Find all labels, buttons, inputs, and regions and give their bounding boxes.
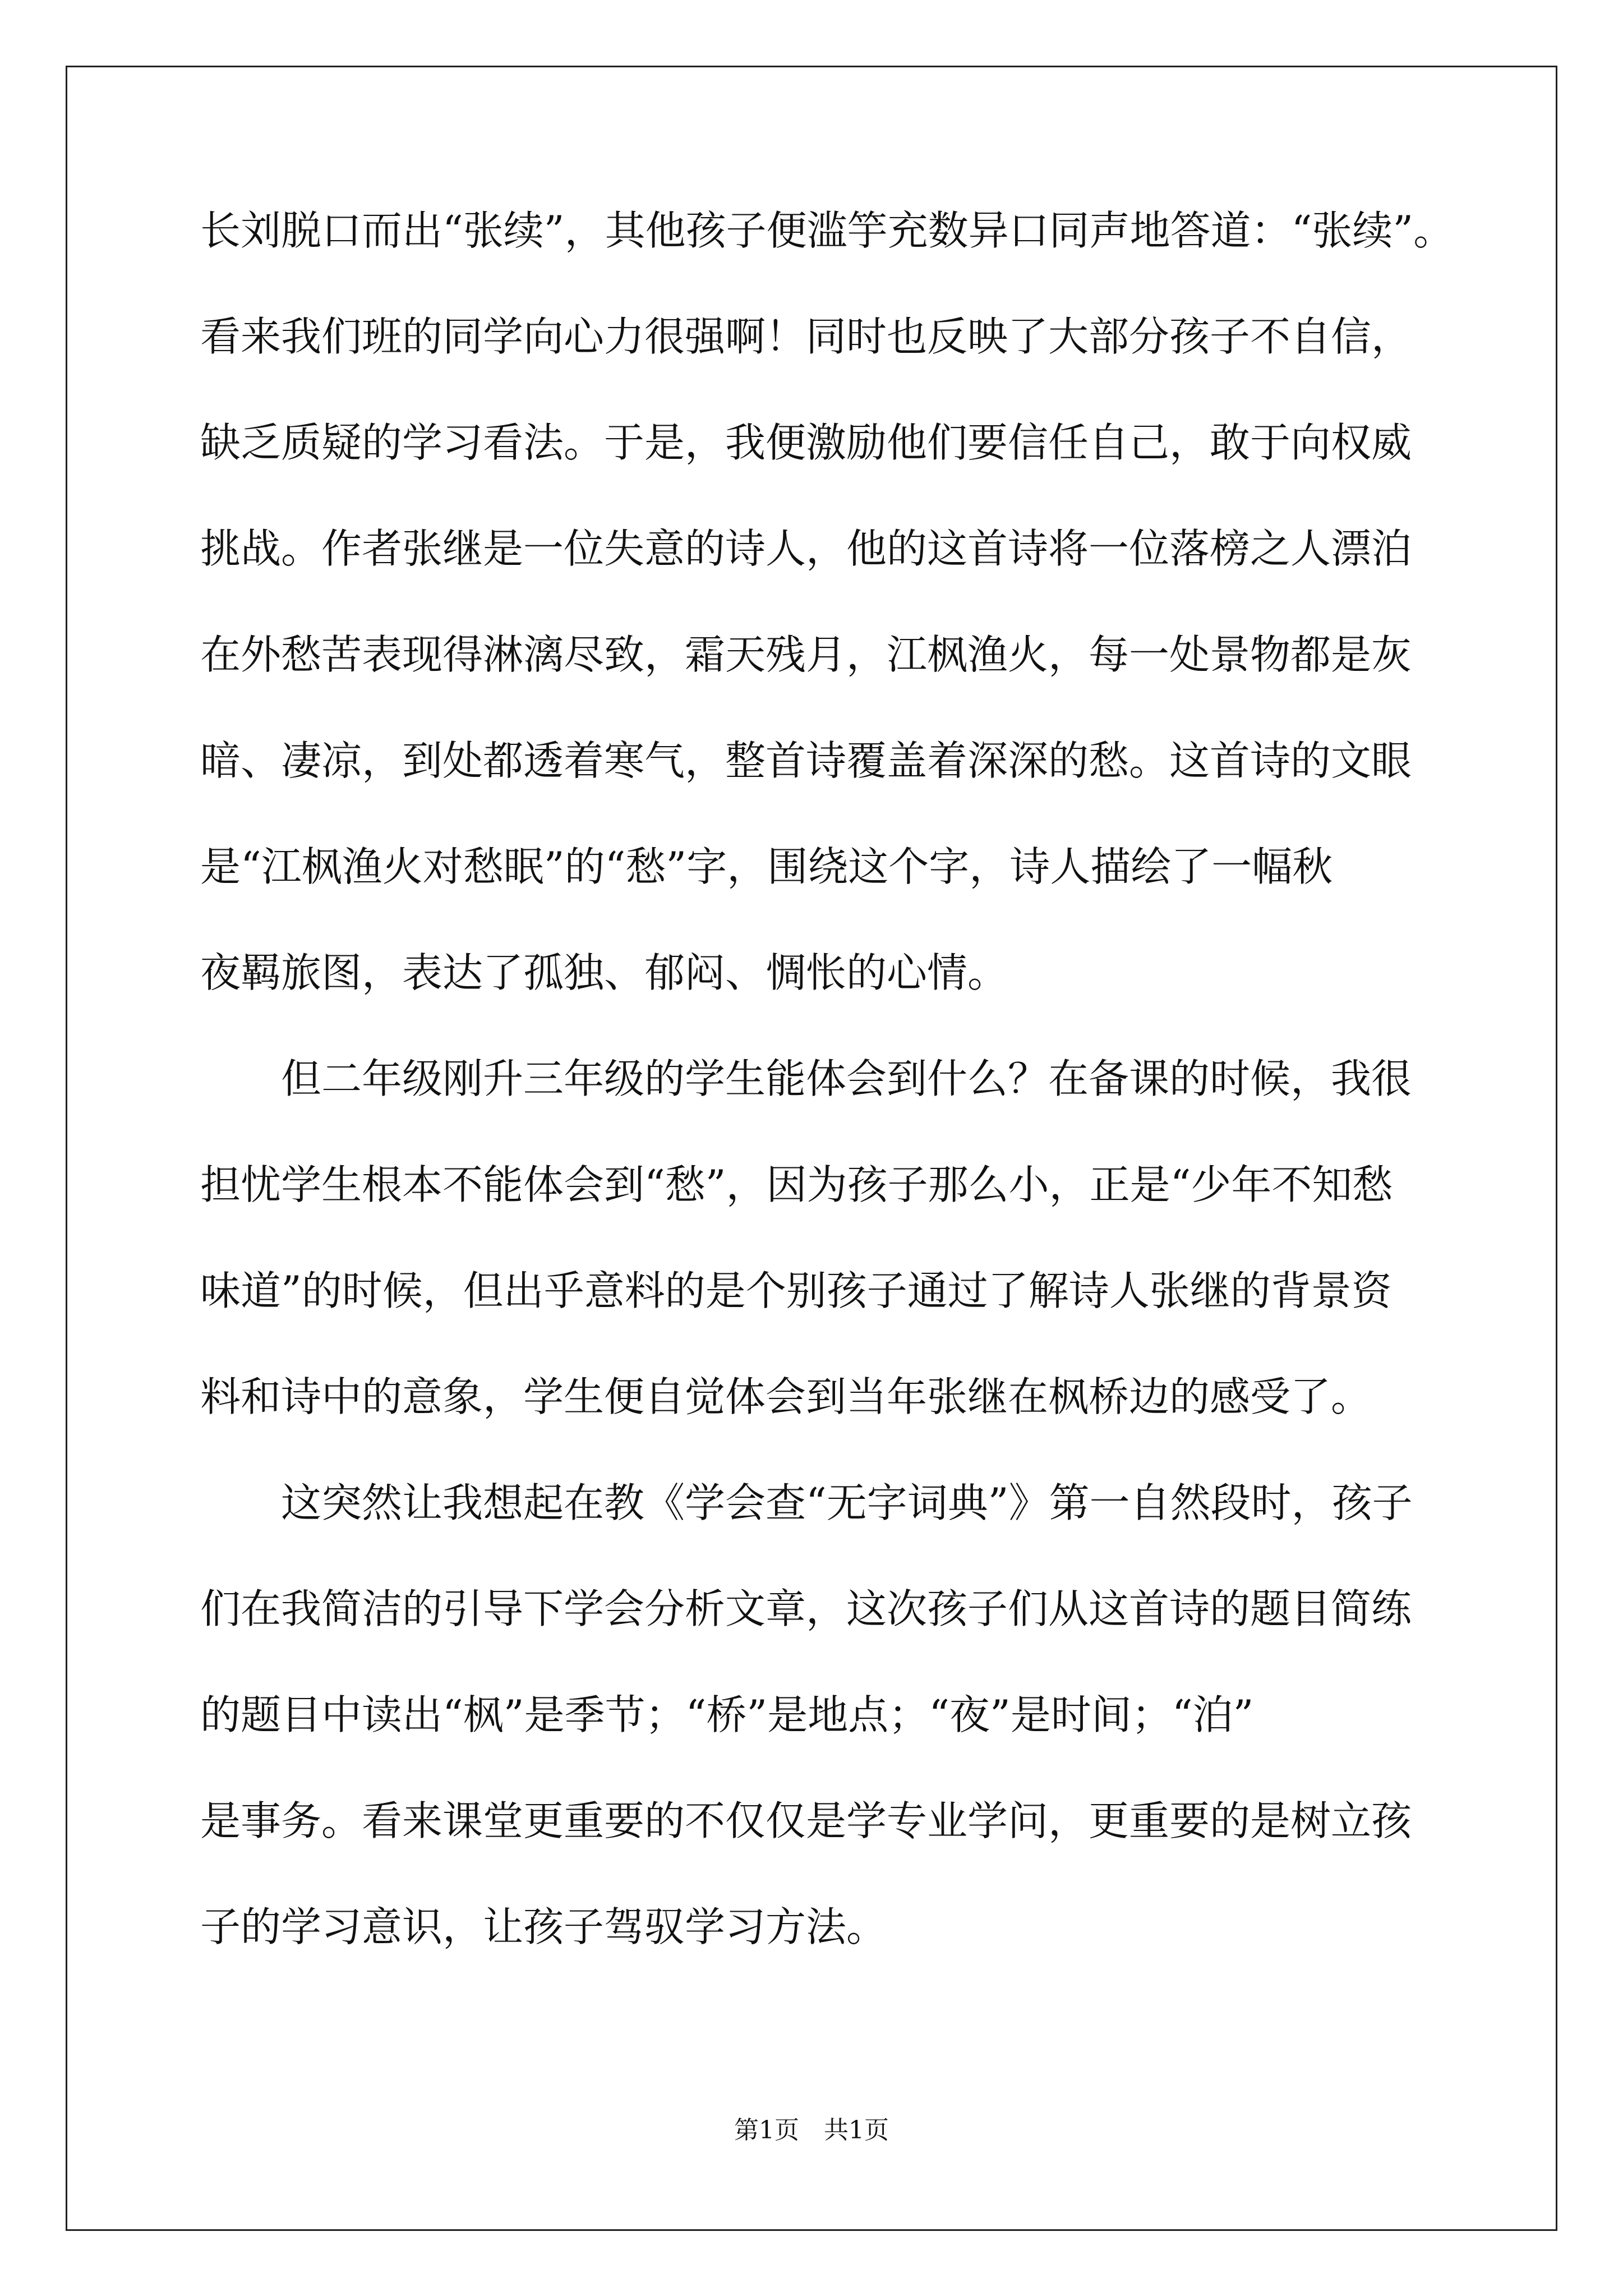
text-line: 在外愁苦表现得淋漓尽致，霜天残月，江枫渔火，每一处景物都是灰 — [200, 631, 1412, 678]
text-line: 暗、凄凉，到处都透着寒气，整首诗覆盖着深深的愁。这首诗的文眼 — [200, 737, 1412, 784]
text-line: 担忧学生根本不能体会到“愁”，因为孩子那么小，正是“少年不知愁 — [200, 1161, 1393, 1208]
text-line: 但二年级刚升三年级的学生能体会到什么？在备课的时候，我很 — [200, 1055, 1412, 1102]
text-line: 夜羁旅图，表达了孤独、郁闷、惆怅的心情。 — [200, 949, 1008, 996]
text-line: 是事务。看来课堂更重要的不仅仅是学专业学问，更重要的是树立孩 — [200, 1797, 1412, 1844]
text-line: 味道”的时候，但出乎意料的是个别孩子通过了解诗人张继的背景资 — [200, 1267, 1392, 1314]
text-line: 缺乏质疑的学习看法。于是，我便激励他们要信任自己，敢于向权威 — [200, 419, 1412, 466]
page-footer: 第1页 共1页 — [734, 2116, 889, 2145]
text-line: 们在我简洁的引导下学会分析文章，这次孩子们从这首诗的题目简练 — [200, 1585, 1412, 1632]
text-line: 挑战。作者张继是一位失意的诗人，他的这首诗将一位落榜之人漂泊 — [200, 525, 1412, 572]
text-line: 这突然让我想起在教《学会查“无字词典”》第一自然段时，孩子 — [200, 1479, 1413, 1526]
text-line: 子的学习意识，让孩子驾驭学习方法。 — [200, 1903, 887, 1950]
text-line: 长刘脱口而出“张续”，其他孩子便滥竽充数异口同声地答道：“张续”。 — [200, 207, 1454, 254]
text-line: 料和诗中的意象，学生便自觉体会到当年张继在枫桥边的感受了。 — [200, 1373, 1372, 1420]
text-line: 看来我们班的同学向心力很强啊！同时也反映了大部分孩子不自信， — [200, 313, 1412, 360]
text-line: 的题目中读出“枫”是季节；“桥”是地点；“夜”是时间；“泊” — [200, 1691, 1254, 1738]
text-line: 是“江枫渔火对愁眠”的“愁”字，围绕这个字，诗人描绘了一幅秋 — [200, 843, 1333, 890]
